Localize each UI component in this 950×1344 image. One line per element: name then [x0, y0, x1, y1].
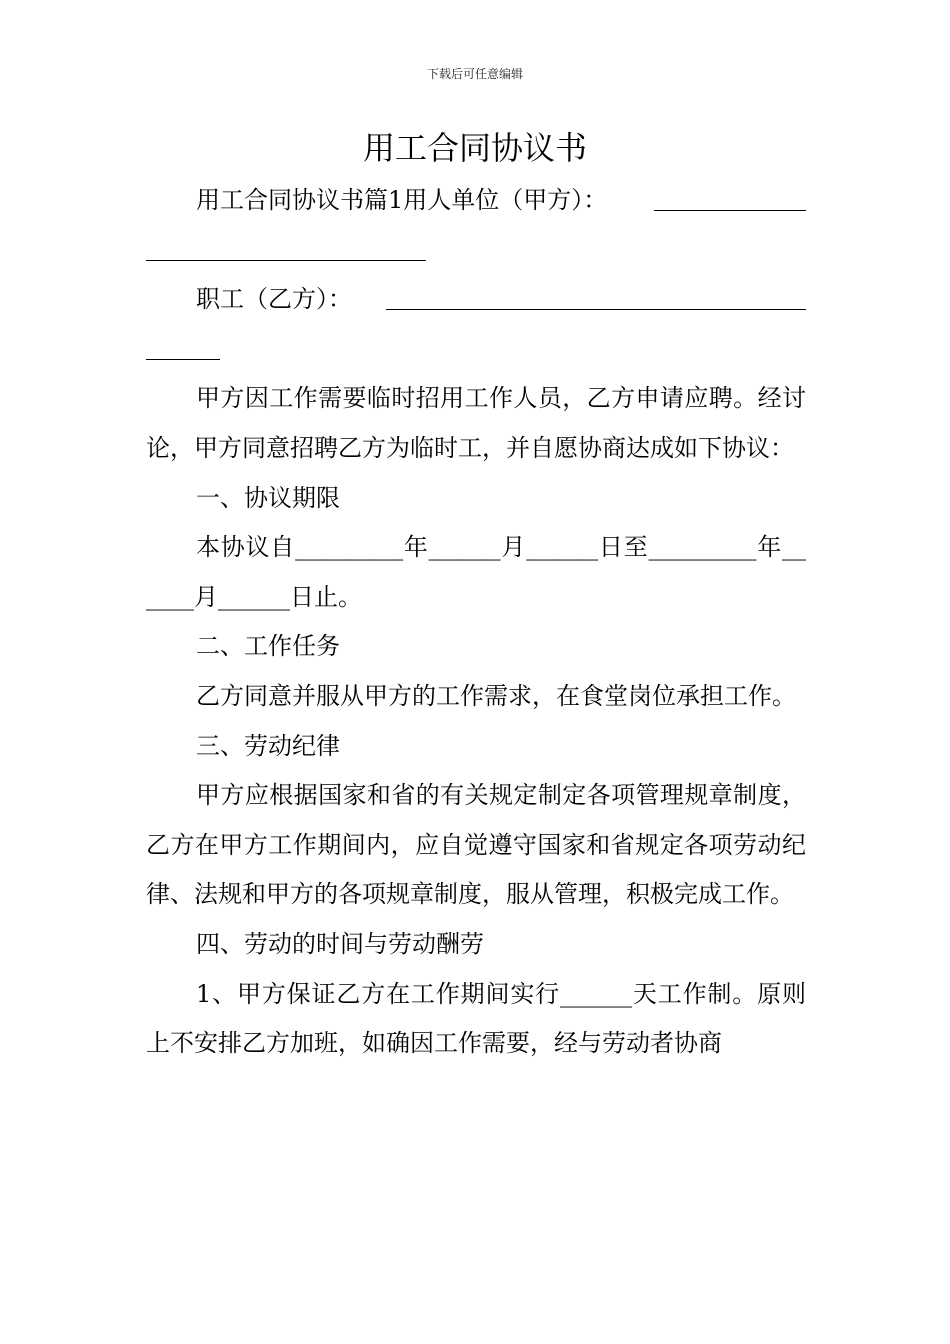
intro-paragraph: 甲方因工作需要临时招用工作人员，乙方申请应聘。经讨论，甲方同意招聘乙方为临时工，并自愿协商达成如下协议： — [146, 384, 806, 462]
section-heading-4: 四、劳动的时间与劳动酬劳 — [196, 929, 484, 958]
header-note: 下载后可任意编辑 — [426, 67, 523, 81]
employer-line — [146, 176, 806, 226]
section-heading-3: 三、劳动纪律 — [196, 731, 340, 760]
discipline-paragraph: 甲方应根据国家和省的有关规定制定各项管理规章制度，乙方在甲方工作期间内，应自觉遵守国家和省规定各项劳动纪律、法规和甲方的各项规章制度，服从管理，积极完成工作。 — [146, 781, 806, 909]
term-paragraph: 本协议自_________年______月______日至_________年______月______日止。 — [146, 533, 806, 611]
task-paragraph: 乙方同意并服从甲方的工作需求，在食堂岗位承担工作。 — [196, 681, 796, 710]
section-heading-2: 二、工作任务 — [196, 632, 340, 661]
employer-label: 用工合同协议书篇1用人单位（甲方）： — [196, 186, 608, 214]
employee-line — [146, 275, 806, 325]
hours-paragraph: 1、甲方保证乙方在工作期间实行______天工作制。原则上不安排乙方加班，如确因工作需要，经与劳动者协商 — [146, 979, 806, 1058]
section-heading-1: 一、协议期限 — [196, 483, 340, 512]
employee-label: 职工（乙方）： — [196, 285, 352, 314]
employee-blank-rule-2 — [146, 359, 220, 360]
document-title: 用工合同协议书 — [362, 129, 587, 167]
employer-continuation — [146, 226, 806, 276]
employer-blank-rule-2 — [146, 260, 426, 261]
document-body — [146, 176, 806, 1069]
employee-continuation — [146, 325, 806, 375]
employer-blank-rule — [654, 210, 806, 211]
employee-blank-rule — [386, 309, 806, 310]
